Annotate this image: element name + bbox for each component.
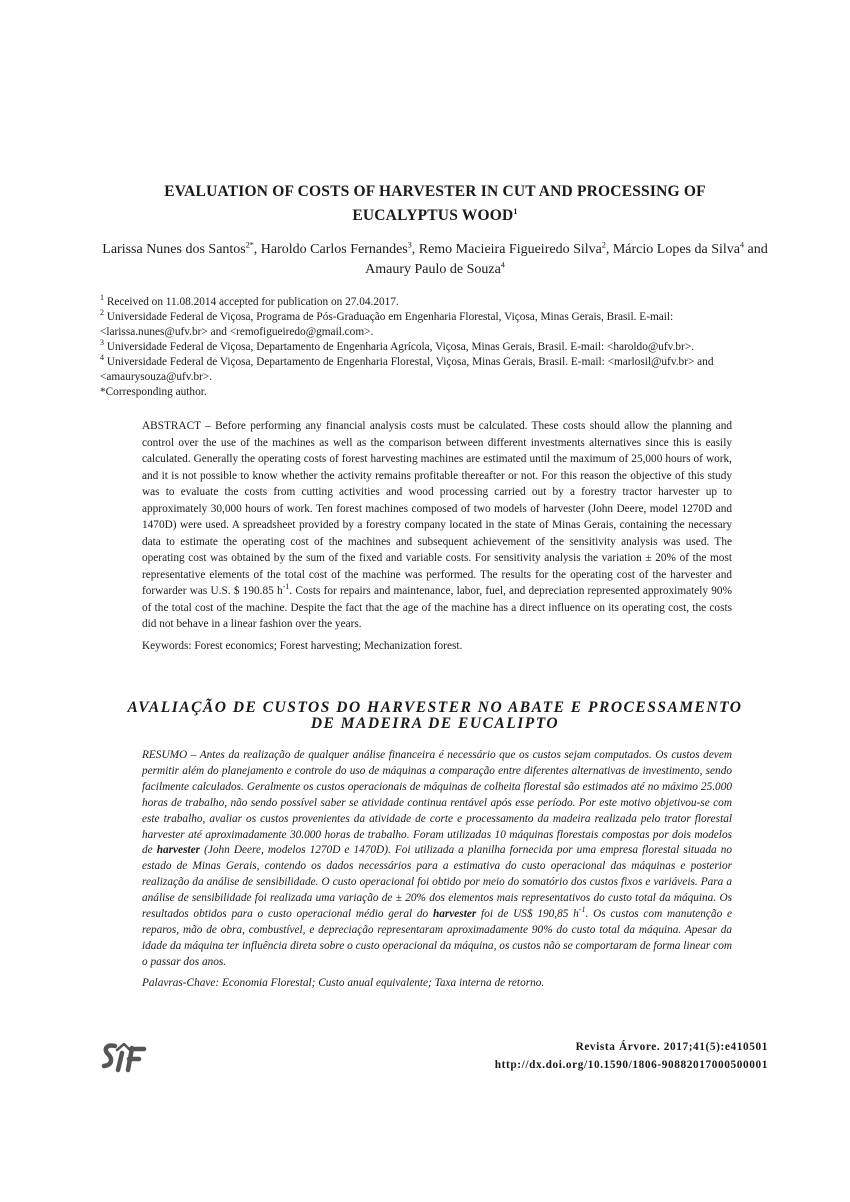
abstract — [142, 418, 732, 654]
footnote-3: $^3$ Universidade Federal de Viçosa, Departamento de Engenharia Agrícola, Viçosa, Minas Gerais, Brasil. E-mail: <haroldo@ufv.br>. — [100, 338, 695, 353]
portuguese-title — [100, 700, 770, 732]
title-line-1: EVALUATION OF COSTS OF HARVESTER IN CUT AND PROCESSING OF — [164, 183, 706, 200]
footnote-2: $^2$ Universidade Federal de Viçosa, Programa de Pós-Graduação em Engenharia Florestal, Viçosa, Minas Gerais, Brasil. E-mail: <larissa.nunes@ufv.br> and <remofigueiredo@gmail.com>. — [100, 308, 674, 338]
logo-text: SIF — [127, 1075, 129, 1076]
title-footnote-ref: 1 — [513, 206, 518, 216]
footnote-4: $^4$ Universidade Federal de Viçosa, Departamento de Engenharia Florestal, Viçosa, Minas Gerais, Brasil. E-mail: <marlosil@ufv.br> and <amaurysouza@ufv.br>. — [100, 353, 714, 383]
sif-logo — [99, 1040, 155, 1076]
doi-link[interactable]: http://dx.doi.org/10.1590/1806-90882017000500001 — [494, 1059, 768, 1071]
keywords: Keywords: Forest economics; Forest harvesting; Mechanization forest. — [142, 639, 463, 652]
journal-citation: Revista Árvore. 2017;41(5):e410501 — [575, 1041, 768, 1053]
article-title — [100, 180, 770, 228]
author-list: Larissa Nunes dos Santos$^{2*}$, Haroldo Carlos Fernandes$^3$, Remo Macieira Figueiredo Silva$^2$, Márcio Lopes da Silva$^4$ and Amaury Paulo de Souza$^4$ — [102, 240, 768, 277]
resumo-text: RESUMO – Antes da realização de qualquer análise financeira é necessário que os custos sejam computados. Os custos devem permitir além do planejamento e controle do uso de máquinas a comparação entre diferentes alternativas de investimento, sendo facilmente calculados. Geralmente os custos operacionais de máquinas de colheita florestal são estimados até no máximo 25.000 horas de trabalho, não sendo possível saber se atividade continua rentável após esse período. Por este motivo objetivou-se com este trabalho, avaliar os custos provenientes da atividade de corte e processamento da madeira realizada pelo trator florestal harvester até aproximadamente 30.000 horas de trabalho. Foram utilizadas 10 máquinas florestais compostas por dois modelos de harvester (John Deere, modelos 1270D e 1470D). Foi utilizada a planilha fornecida por uma empresa florestal situada no estado de Minas Gerais, contendo os dados necessários para a estimativa do custo operacional das máquinas e posterior realização da análise de sensibilidade. O custo operacional foi obtido por meio do somatório dos custos fixos e variáveis. Para a análise de sensibilidade foi realizada uma variação de ± 20% dos elementos mais representativos do custo total da máquina. Os resultados obtidos para o custo operacional médio geral do harvester foi de US$ 190,85 $h^{-1}$. Os custos com manutenção e reparos, mão de obra, combustível, e depreciação representaram aproximadamente 90% do custo total da máquina. Apesar da idade da máquina ter influência direta sobre o custo operacional da máquina, os custos não se comportaram de forma linear com o passar dos anos. — [142, 749, 732, 968]
corresponding-author: *Corresponding author. — [100, 386, 207, 398]
abstract-text: ABSTRACT – Before performing any financial analysis costs must be calculated. These costs should allow the planning and control over the use of the machines as well as the comparison between different investments alternatives since this is easily calculated. Generally the operating costs of forest harvesting machines are estimated until the maximum of 25,000 hours of work, and it is not possible to know whether the activity remains profitable thereafter or not. For this reason the objective of this study was to evaluate the costs from cutting activities and wood processing carried out by a forestry tractor harvester up to approximately 30,000 hours of work. Ten forest machines composed of two models of harvester (John Deere, model 1270D and 1470D) were used. A spreadsheet provided by a forestry company located in the state of Minas Gerais, containing the necessary data to estimate the operating cost of the machines and subsequent achievement of the sensitivity analysis was used. The operating cost was obtained by the sum of the fixed and variable costs. For sensitivity analysis the variation ± 20% of the most representative elements of the total cost of the machine was performed. The results for the operating cost of the harvester and forwarder was U.S. $ 190.85 $h^{-1}$. Costs for repairs and maintenance, labor, fuel, and depreciation represented approximately 90% of the total cost of the machine. Despite the fact that the age of the machine has a direct influence on its operating cost, the costs did not behave in a linear fashion over the years. — [142, 420, 732, 630]
palavras-chave: Palavras-Chave: Economia Florestal; Custo anual equivalente; Taxa interna de retorno. — [142, 976, 545, 989]
journal-info — [495, 1038, 768, 1074]
pt-title-line-1: AVALIAÇÃO DE CUSTOS DO HARVESTER NO ABATE E PROCESSAMENTO — [127, 699, 743, 716]
footnotes — [100, 295, 772, 400]
footnote-1: $^1$ Received on 11.08.2014 accepted for publication on 27.04.2017. — [100, 293, 399, 308]
resumo — [142, 748, 732, 992]
pt-title-line-2: DE MADEIRA DE EUCALIPTO — [310, 715, 560, 732]
title-line-2: EUCALYPTUS WOOD$^1$ — [352, 206, 518, 224]
